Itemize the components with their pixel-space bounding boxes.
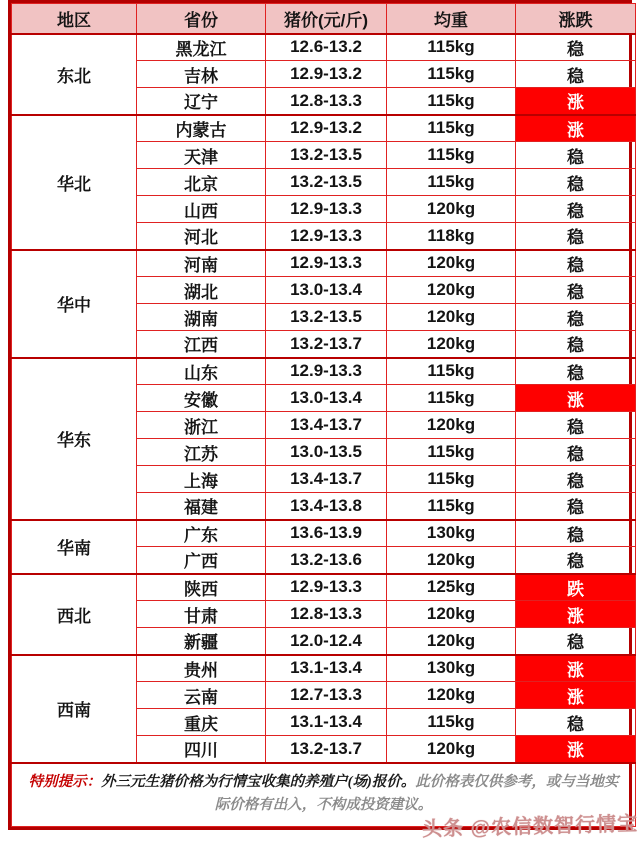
price-cell: 12.9-13.2 (266, 61, 387, 88)
column-header: 省份 (137, 4, 266, 34)
trend-cell: 稳 (516, 304, 636, 331)
province-cell: 新疆 (137, 628, 266, 655)
table-body (12, 34, 636, 827)
table-row (12, 115, 636, 142)
province-cell: 吉林 (137, 61, 266, 88)
table-header (12, 4, 636, 34)
table-frame (8, 0, 632, 830)
province-cell: 陕西 (137, 574, 266, 601)
trend-cell: 跌 (516, 574, 636, 601)
price-cell: 12.9-13.2 (266, 115, 387, 142)
trend-cell: 稳 (516, 439, 636, 466)
table-row (12, 520, 636, 547)
province-cell: 四川 (137, 736, 266, 763)
trend-cell: 稳 (516, 628, 636, 655)
column-header: 均重 (387, 4, 516, 34)
region-cell: 西北 (12, 574, 137, 655)
province-cell: 浙江 (137, 412, 266, 439)
province-cell: 天津 (137, 142, 266, 169)
price-cell: 13.4-13.7 (266, 466, 387, 493)
weight-cell: 120kg (387, 331, 516, 358)
province-cell: 云南 (137, 682, 266, 709)
price-cell: 12.0-12.4 (266, 628, 387, 655)
price-cell: 13.2-13.7 (266, 736, 387, 763)
trend-cell: 涨 (516, 682, 636, 709)
province-cell: 湖南 (137, 304, 266, 331)
trend-cell: 涨 (516, 736, 636, 763)
weight-cell: 115kg (387, 169, 516, 196)
price-cell: 13.4-13.8 (266, 493, 387, 520)
price-cell: 13.1-13.4 (266, 655, 387, 682)
region-cell: 东北 (12, 34, 137, 115)
trend-cell: 稳 (516, 196, 636, 223)
province-cell: 山西 (137, 196, 266, 223)
province-cell: 贵州 (137, 655, 266, 682)
trend-cell: 稳 (516, 520, 636, 547)
province-cell: 重庆 (137, 709, 266, 736)
price-cell: 12.6-13.2 (266, 34, 387, 61)
price-cell: 13.0-13.4 (266, 385, 387, 412)
price-cell: 13.0-13.5 (266, 439, 387, 466)
trend-cell: 涨 (516, 601, 636, 628)
trend-cell: 涨 (516, 115, 636, 142)
trend-cell: 稳 (516, 250, 636, 277)
trend-cell: 稳 (516, 142, 636, 169)
province-cell: 辽宁 (137, 88, 266, 115)
table-row (12, 655, 636, 682)
pig-price-table (11, 3, 636, 827)
weight-cell: 115kg (387, 493, 516, 520)
province-cell: 福建 (137, 493, 266, 520)
price-cell: 12.8-13.3 (266, 601, 387, 628)
region-cell: 西南 (12, 655, 137, 763)
weight-cell: 120kg (387, 547, 516, 574)
weight-cell: 120kg (387, 277, 516, 304)
weight-cell: 115kg (387, 385, 516, 412)
trend-cell: 稳 (516, 169, 636, 196)
province-cell: 上海 (137, 466, 266, 493)
column-header: 地区 (12, 4, 137, 34)
price-cell: 12.8-13.3 (266, 88, 387, 115)
weight-cell: 115kg (387, 709, 516, 736)
province-cell: 山东 (137, 358, 266, 385)
price-cell: 13.2-13.7 (266, 331, 387, 358)
trend-cell: 稳 (516, 709, 636, 736)
price-cell: 12.9-13.3 (266, 358, 387, 385)
price-cell: 12.7-13.3 (266, 682, 387, 709)
price-cell: 12.9-13.3 (266, 574, 387, 601)
province-cell: 河南 (137, 250, 266, 277)
region-cell: 华北 (12, 115, 137, 250)
province-cell: 内蒙古 (137, 115, 266, 142)
weight-cell: 115kg (387, 466, 516, 493)
trend-cell: 稳 (516, 466, 636, 493)
province-cell: 广东 (137, 520, 266, 547)
price-cell: 13.2-13.5 (266, 142, 387, 169)
trend-cell: 稳 (516, 358, 636, 385)
price-cell: 13.6-13.9 (266, 520, 387, 547)
weight-cell: 115kg (387, 88, 516, 115)
price-cell: 13.2-13.6 (266, 547, 387, 574)
province-cell: 河北 (137, 223, 266, 250)
province-cell: 湖北 (137, 277, 266, 304)
trend-cell: 稳 (516, 223, 636, 250)
price-cell: 13.0-13.4 (266, 277, 387, 304)
trend-cell: 稳 (516, 493, 636, 520)
weight-cell: 115kg (387, 34, 516, 61)
province-cell: 黑龙江 (137, 34, 266, 61)
weight-cell: 115kg (387, 439, 516, 466)
weight-cell: 120kg (387, 412, 516, 439)
column-header: 涨跌 (516, 4, 636, 34)
weight-cell: 115kg (387, 142, 516, 169)
province-cell: 北京 (137, 169, 266, 196)
trend-cell: 涨 (516, 385, 636, 412)
weight-cell: 120kg (387, 601, 516, 628)
weight-cell: 115kg (387, 61, 516, 88)
price-cell: 12.9-13.3 (266, 250, 387, 277)
note-label: 特别提示： (28, 773, 102, 790)
trend-cell: 涨 (516, 88, 636, 115)
price-cell: 12.9-13.3 (266, 196, 387, 223)
table-row (12, 358, 636, 385)
weight-cell: 125kg (387, 574, 516, 601)
trend-cell: 涨 (516, 655, 636, 682)
table-row (12, 250, 636, 277)
weight-cell: 120kg (387, 196, 516, 223)
region-cell: 华东 (12, 358, 137, 520)
trend-cell: 稳 (516, 547, 636, 574)
note-main: 外三元生猪价格为行情宝收集的养殖户(场)报价。 (101, 773, 416, 790)
table-row (12, 34, 636, 61)
trend-cell: 稳 (516, 412, 636, 439)
weight-cell: 120kg (387, 628, 516, 655)
note-gray: 此价格表仅供参考，或与当地实际价格有出入，不构成投资建议。 (214, 773, 619, 813)
price-cell: 13.2-13.5 (266, 304, 387, 331)
weight-cell: 130kg (387, 655, 516, 682)
weight-cell: 120kg (387, 682, 516, 709)
table-row (12, 574, 636, 601)
trend-cell: 稳 (516, 277, 636, 304)
watermark-byline: 头条 @农信数智行情宝 (421, 813, 639, 841)
trend-cell: 稳 (516, 331, 636, 358)
trend-cell: 稳 (516, 34, 636, 61)
weight-cell: 130kg (387, 520, 516, 547)
weight-cell: 115kg (387, 358, 516, 385)
weight-cell: 118kg (387, 223, 516, 250)
weight-cell: 120kg (387, 304, 516, 331)
region-cell: 华南 (12, 520, 137, 574)
price-cell: 13.2-13.5 (266, 169, 387, 196)
weight-cell: 115kg (387, 115, 516, 142)
price-cell: 12.9-13.3 (266, 223, 387, 250)
trend-cell: 稳 (516, 61, 636, 88)
province-cell: 江西 (137, 331, 266, 358)
province-cell: 江苏 (137, 439, 266, 466)
province-cell: 甘肃 (137, 601, 266, 628)
price-cell: 13.4-13.7 (266, 412, 387, 439)
province-cell: 安徽 (137, 385, 266, 412)
header-row (12, 4, 636, 34)
weight-cell: 120kg (387, 250, 516, 277)
weight-cell: 120kg (387, 736, 516, 763)
price-cell: 13.1-13.4 (266, 709, 387, 736)
column-header: 猪价(元/斤) (266, 4, 387, 34)
region-cell: 华中 (12, 250, 137, 358)
province-cell: 广西 (137, 547, 266, 574)
